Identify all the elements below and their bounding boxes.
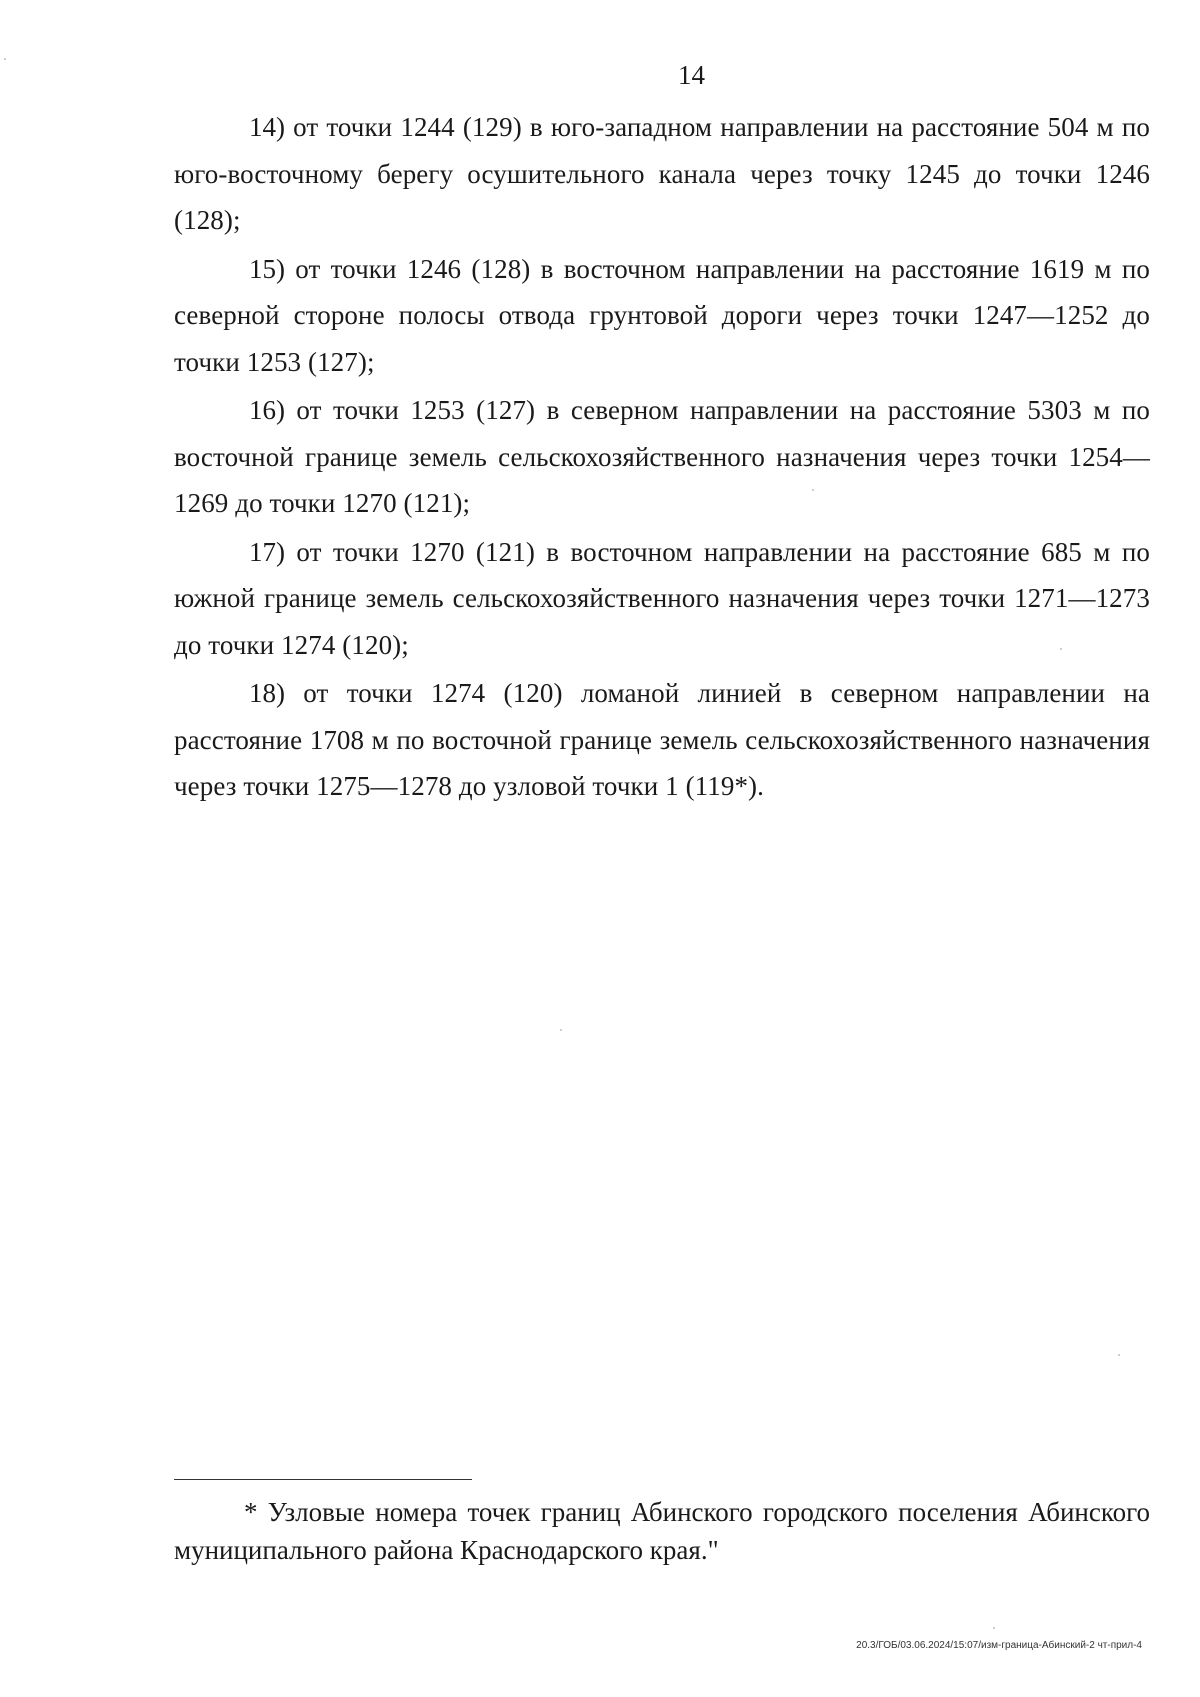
scan-speck: [993, 1627, 995, 1629]
paragraph-marker: 14): [249, 112, 285, 142]
scan-speck: [812, 489, 814, 491]
paragraph-15: [174, 246, 1150, 386]
paragraph-14: [174, 104, 1150, 244]
page-number: 14: [678, 60, 705, 90]
paragraph-marker: 15): [249, 253, 285, 284]
paragraph-text: от точки 1244 (129) в юго-западном направлении на расстояние 504 м по юго-восточному берегу осушительного канала через точку 1245 до точки 1246 (128);: [174, 112, 1150, 235]
paragraph-marker: 18): [249, 678, 285, 708]
footnote: * Узловые номера точек границ Абинского городского поселения Абинского муниципального района Краснодарского края.": [174, 1497, 1150, 1565]
scan-speck: [560, 1029, 562, 1031]
footnote-separator: [174, 1479, 472, 1480]
paragraph-marker: 16): [249, 395, 285, 425]
paragraph-text: от точки 1270 (121) в восточном направлении на расстояние 685 м по южной границе земель сельскохозяйственного назначения через точки 1271—1273 до точки 1274 (120);: [174, 536, 1150, 660]
document-stamp: 20.3/ГОБ/03.06.2024/15:07/изм-граница-Абинский-2 чт-прил-4: [856, 1640, 1142, 1651]
document-body: [174, 104, 1150, 812]
scan-speck: [4, 58, 6, 60]
paragraph-marker: 17): [249, 536, 285, 567]
paragraph-18: [174, 670, 1150, 810]
paragraph-text: от точки 1246 (128) в восточном направлении на расстояние 1619 м по северной стороне полосы отвода грунтовой дороги через точки 1247—1252 до точки 1253 (127);: [174, 253, 1150, 377]
paragraph-17: [174, 529, 1150, 669]
paragraph-16: [174, 387, 1150, 527]
scan-speck: [1060, 648, 1062, 650]
scan-speck: [1118, 1354, 1120, 1356]
paragraph-text: от точки 1274 (120) ломаной линией в северном направлении на расстояние 1708 м по восточной границе земель сельскохозяйственного назначения через точки 1275—1278 до узловой точки 1 (119*).: [174, 678, 1150, 801]
paragraph-text: от точки 1253 (127) в северном направлении на расстояние 5303 м по восточной границе земель сельскохозяйственного назначения через точки 1254—1269 до точки 1270 (121);: [174, 395, 1150, 518]
